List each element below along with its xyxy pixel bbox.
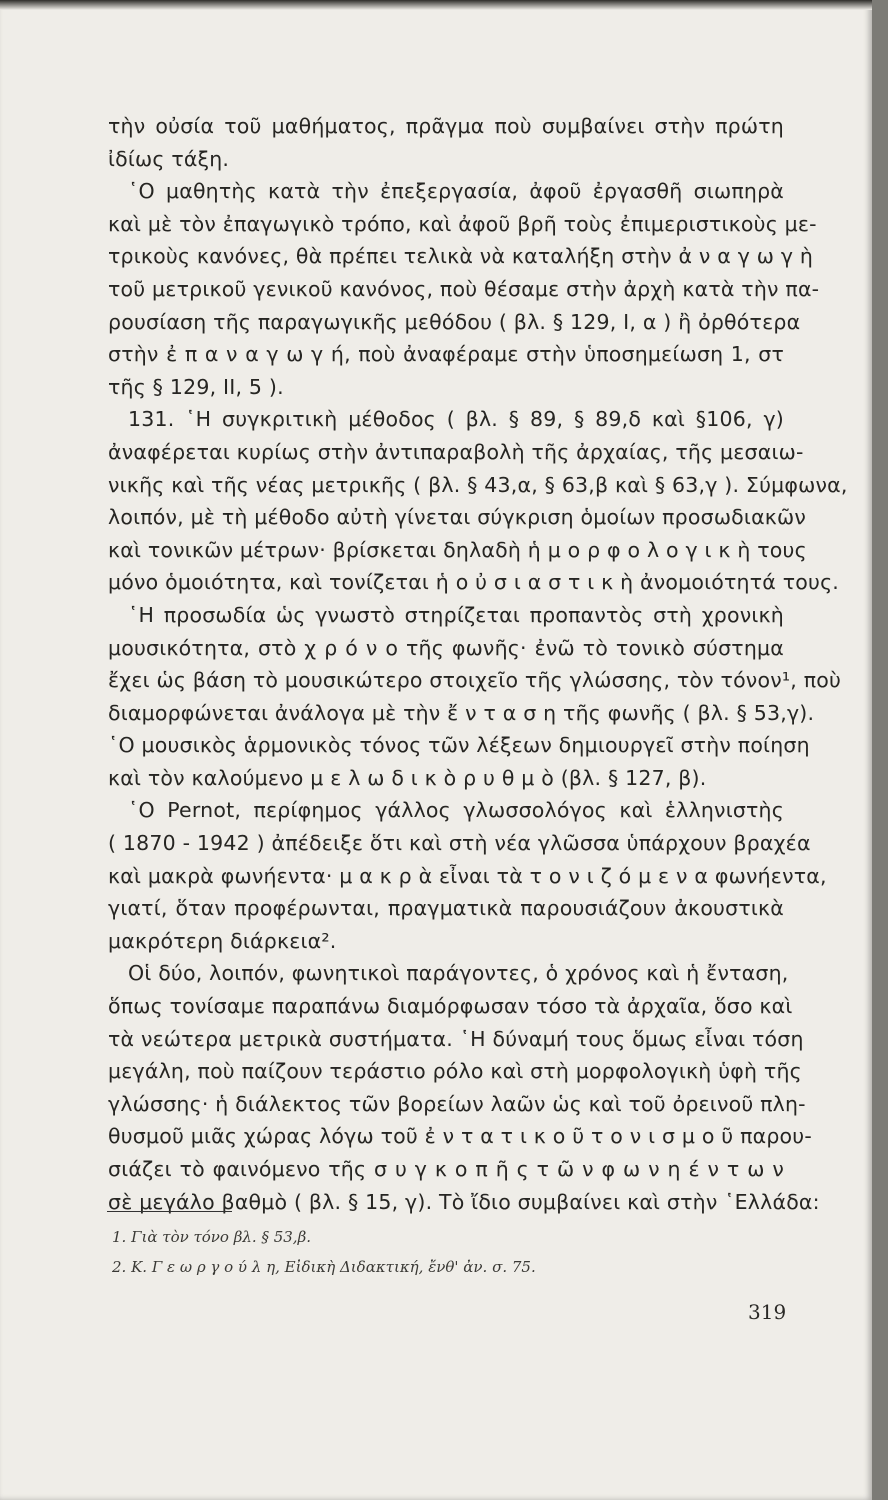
text-line: ῾Ο Pernot, περίφημος γάλλος γλωσσολόγος καὶ ἑλληνιστὴς xyxy=(128,798,784,823)
text-line: μακρότερη διάρκεια². xyxy=(108,928,337,953)
text-line: γιατί, ὅταν προφέρωνται, πραγματικὰ παρουσιάζουν ἀκουστικὰ xyxy=(108,896,784,921)
text-line: ἰδίως τάξη. xyxy=(108,146,230,171)
text-line: νικῆς καὶ τῆς νέας μετρικῆς ( βλ. § 43,α, § 63,β καὶ § 63,γ ). Σύμφωνα, xyxy=(108,472,848,497)
text-line: ἀναφέρεται κυρίως στὴν ἀντιπαραβολὴ τῆς ἀρχαίας, τῆς μεσαιω- xyxy=(108,439,804,464)
text-line: καὶ μὲ τὸν ἐπαγωγικὸ τρόπο, καὶ ἀφοῦ βρῆ τοὺς ἐπιμεριστικοὺς με- xyxy=(108,211,817,236)
text-line: ῾Η προσωδία ὡς γνωστὸ στηρίζεται προπαντὸς στὴ χρονικὴ xyxy=(128,602,784,627)
text-line: τοῦ μετρικοῦ γενικοῦ κανόνος, ποὺ θέσαμε στὴν ἀρχὴ κατὰ τὴν πα- xyxy=(108,276,820,301)
text-line: ( 1870 - 1942 ) ἀπέδειξε ὅτι καὶ στὴ νέα γλῶσσα ὑπάρχουν βραχέα xyxy=(108,831,811,856)
text-line: ρουσίαση τῆς παραγωγικῆς μεθόδου ( βλ. § 129, Ι, α ) ἢ ὀρθότερα xyxy=(108,309,801,334)
text-line: στὴν ἐ π α ν α γ ω γ ή, ποὺ ἀναφέραμε στὴν ὑποσημείωση 1, στ xyxy=(108,342,784,367)
footnote-separator xyxy=(107,1211,232,1212)
text-line: καὶ τονικῶν μέτρων· βρίσκεται δηλαδὴ ἡ μ ο ρ φ ο λ ο γ ι κ ὴ τους xyxy=(108,537,807,562)
text-line: καὶ μακρὰ φωνήεντα· μ α κ ρ ὰ εἶναι τὰ τ ο ν ι ζ ό μ ε ν α φωνήεντα, xyxy=(108,863,827,888)
text-line: τὴν οὐσία τοῦ μαθήματος, πρᾶγμα ποὺ συμβαίνει στὴν πρώτη xyxy=(108,114,784,138)
text-line: θυσμοῦ μιᾶς χώρας λόγω τοῦ ἐ ν τ α τ ι κ ο ῦ τ ο ν ι σ μ ο ῦ παρου- xyxy=(108,1124,812,1149)
footnote-2: 2. Κ. Γ ε ω ρ γ ο ύ λ η, Εἰδικὴ Διδακτική, ἔνθ' ἀν. σ. 75. xyxy=(112,1258,536,1276)
text-line: Οἱ δύο, λοιπόν, φωνητικοὶ παράγοντες, ὁ χρόνος καὶ ἡ ἔνταση, xyxy=(128,961,789,986)
text-line: τὰ νεώτερα μετρικὰ συστήματα. ῾Η δύναμή τους ὅμως εἶναι τόση xyxy=(108,1026,804,1051)
text-line: μόνο ὁμοιότητα, καὶ τονίζεται ἡ ο ὐ σ ι α σ τ ι κ ὴ ἀνομοιότητά τους. xyxy=(108,570,840,595)
text-line: τῆς § 129, ΙΙ, 5 ). xyxy=(108,374,284,399)
footnote-1: 1. Γιὰ τὸν τόνο βλ. § 53,β. xyxy=(112,1228,312,1246)
text-line: μουσικότητα, στὸ χ ρ ό ν ο τῆς φωνῆς· ἐνῶ τὸ τονικὸ σύστημα xyxy=(108,635,784,660)
text-line: ἔχει ὡς βάση τὸ μουσικώτερο στοιχεῖο τῆς γλώσσης, τὸν τόνον¹, ποὺ xyxy=(108,668,842,693)
footnotes xyxy=(108,1222,784,1282)
text-line: σὲ μεγάλο βαθμὸ ( βλ. § 15, γ). Τὸ ἴδιο συμβαίνει καὶ στὴν ῾Ελλάδα: xyxy=(108,1189,820,1214)
text-line: καὶ τὸν καλούμενο μ ε λ ω δ ι κ ὸ ρ υ θ μ ὸ (βλ. § 127, β). xyxy=(108,765,707,790)
text-line: μεγάλη, ποὺ παίζουν τεράστιο ρόλο καὶ στὴ μορφολογικὴ ὑφὴ τῆς xyxy=(108,1059,802,1084)
text-line: γλώσσης· ἡ διάλεκτος τῶν βορείων λαῶν ὡς καὶ τοῦ ὀρεινοῦ πλη- xyxy=(108,1091,806,1116)
text-line: διαμορφώνεται ἀνάλογα μὲ τὴν ἔ ν τ α σ η τῆς φωνῆς ( βλ. § 53,γ). xyxy=(108,700,815,725)
section-heading-line: 131. ῾Η συγκριτικὴ μέθοδος ( βλ. § 89, § 89,δ καὶ §106, γ) xyxy=(128,407,784,432)
text-line: λοιπόν, μὲ τὴ μέθοδο αὐτὴ γίνεται σύγκριση ὁμοίων προσωδιακῶν xyxy=(108,505,807,530)
page-number: 319 xyxy=(748,1300,787,1324)
text-line: ῾Ο μαθητὴς κατὰ τὴν ἐπεξεργασία, ἀφοῦ ἐργασθῆ σιωπηρὰ xyxy=(128,179,784,204)
text-line: σιάζει τὸ φαινόμενο τῆς σ υ γ κ ο π ῆ ς τ ῶ ν φ ω ν η έ ν τ ω ν xyxy=(108,1157,784,1181)
text-line: τρικοὺς κανόνες, θὰ πρέπει τελικὰ νὰ καταλήξη στὴν ἀ ν α γ ω γ ὴ xyxy=(108,244,814,269)
text-line: ὅπως τονίσαμε παραπάνω διαμόρφωσαν τόσο τὰ ἀρχαῖα, ὅσο καὶ xyxy=(108,994,793,1019)
page-top-edge xyxy=(0,0,872,10)
text-line: ῾Ο μουσικὸς ἁρμονικὸς τόνος τῶν λέξεων δημιουργεῖ στὴν ποίηση xyxy=(108,733,810,758)
body-text xyxy=(108,110,848,1218)
